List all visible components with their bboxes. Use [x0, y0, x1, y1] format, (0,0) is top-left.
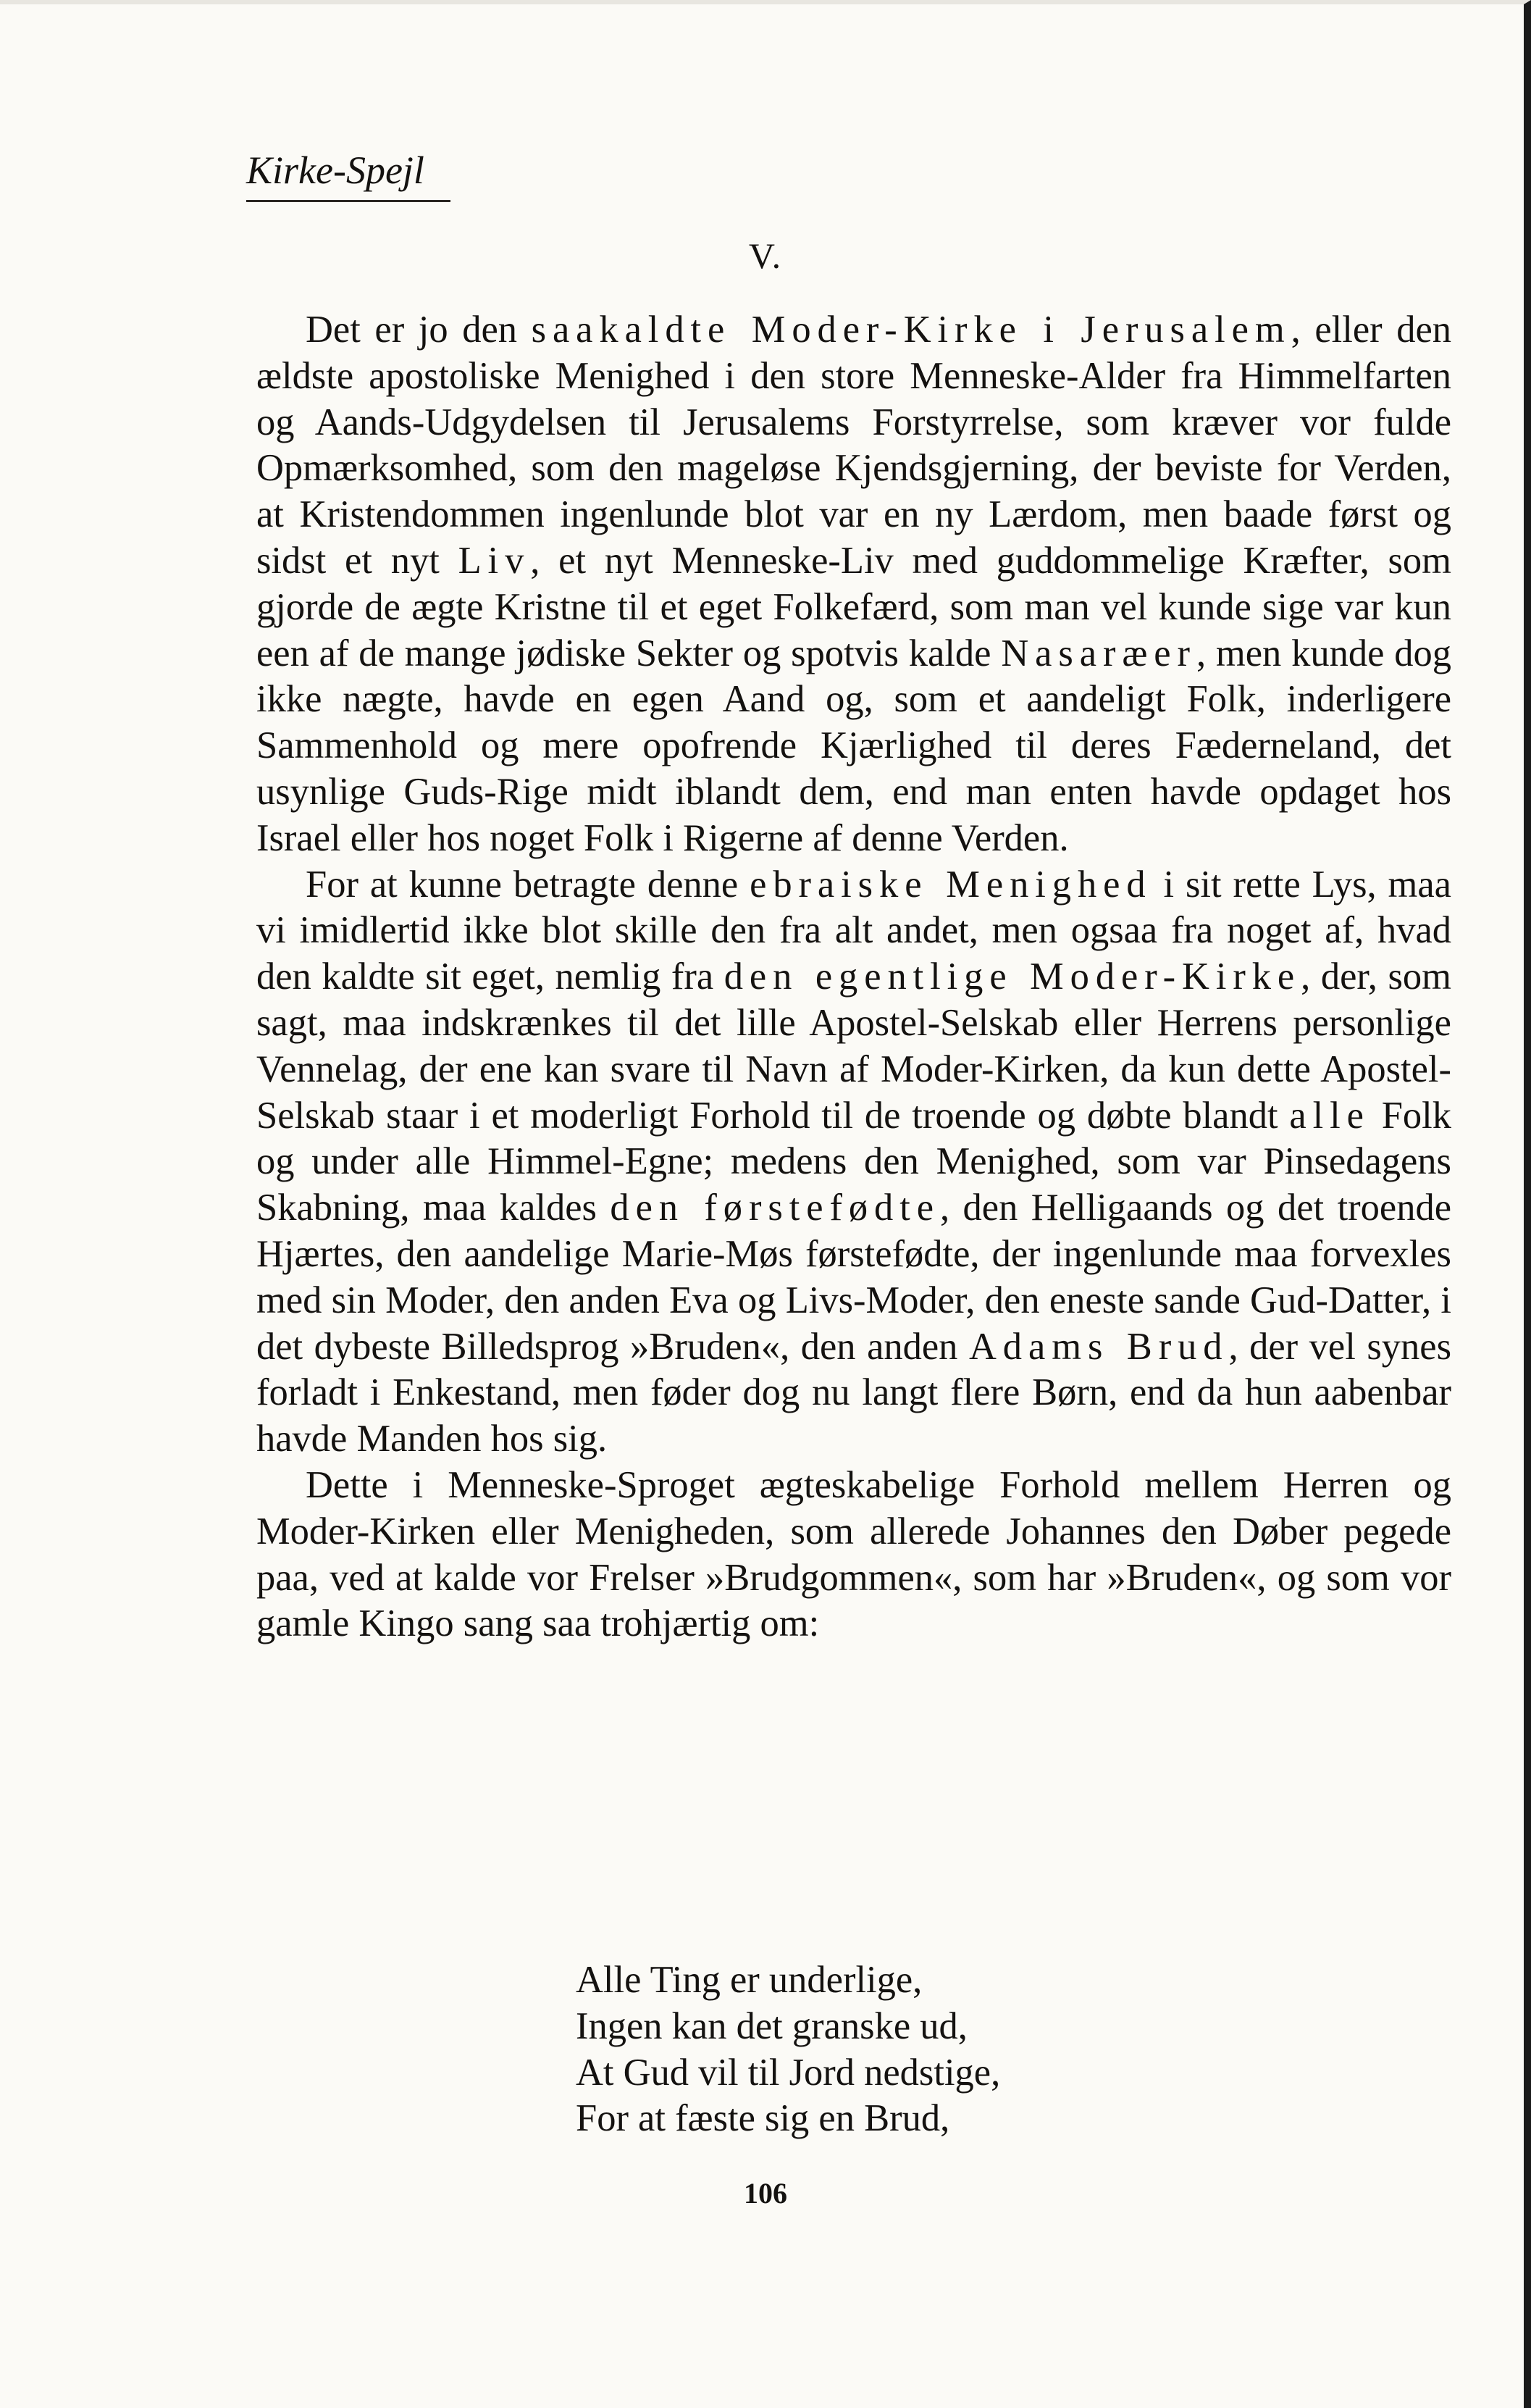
- spaced-emphasis: saakaldte Moder-Kirke i Jerusalem: [531, 309, 1291, 351]
- poem-line: At Gud vil til Jord nedstige,: [576, 2051, 1001, 2094]
- page-number: 106: [744, 2177, 787, 2210]
- text-run: , eller den ældste apostoliske Menighed i den store Menneske-Alder fra Himmelfarten og Aands-Udgydelsen til Jerusalems Forstyrrelse, som kræver vor fulde Opmærksomhed, som den mageløse Kjendsgjerning, der beviste for Verden, at Kristendommen ingenlunde blot var en ny Lærdom, men baade først og sidst et nyt: [256, 309, 1452, 582]
- spaced-emphasis: Adams Brud: [968, 1325, 1229, 1368]
- text-run: , der, som sagt, maa indskrænkes til det lille Apostel-Selskab eller Herrens personlige Vennelag, der ene kan svare til Navn af Moder-Kirken, da kun dette Apostel-Selskab staar i et moderligt Forhold til de troende og døbte blandt: [256, 956, 1452, 1137]
- text-run: , et nyt Menneske-Liv med guddommelige Kræfter, som gjorde de ægte Kristne til et eget Folkefærd, som man vel kunde sige var kun een af de mange jødiske Sekter og spotvis kalde: [256, 539, 1451, 674]
- text-run: i sit rette Lys, maa vi imidlertid ikke blot skille den fra alt andet, men ogsaa fra noget af, hvad den kaldte sit eget, nemlig fra: [256, 863, 1451, 998]
- text-run: For at kunne betragte denne: [306, 863, 750, 906]
- spaced-emphasis: ebraiske Menighed: [750, 863, 1152, 906]
- text-run: , den Helligaands og det troende Hjærtes, den aandelige Marie-Møs førstefødte, der ingenlunde maa forvexles med sin Moder, den anden Eva og Livs-Moder, den eneste sande Gud-Datter, i det dybeste Billedsprog »Bruden«, den anden: [256, 1187, 1451, 1368]
- poem-line: For at fæste sig en Brud,: [576, 2097, 950, 2140]
- running-head: Kirke-Spejl: [246, 148, 450, 202]
- spaced-emphasis: den egentlige Moder-Kirke: [723, 956, 1301, 998]
- poem-line: Ingen kan det granske ud,: [576, 2004, 968, 2047]
- text-run: Folk og under alle Himmel-Egne; medens den Menighed, som var Pinsedagens Skabning, maa kaldes: [256, 1094, 1451, 1229]
- poem-quote: [576, 1957, 1000, 2142]
- poem-line: Alle Ting er underlige,: [576, 1959, 923, 2001]
- text-run: Dette i Menneske-Sproget ægteskabelige Forhold mellem Herren og Moder-Kirken eller Menigheden, som allerede Johannes den Døber pegede paa, ved at kalde vor Frelser »Brudgommen«, som har »Bruden«, og som vor gamle Kingo sang saa trohjærtig om:: [256, 1463, 1451, 1645]
- spaced-emphasis: Liv: [458, 539, 531, 582]
- text-run: , der vel synes forladt i Enkestand, men føder dog nu langt flere Børn, end da hun aabenbar havde Manden hos sig.: [256, 1325, 1452, 1460]
- chapter-numeral: V.: [748, 235, 783, 276]
- paragraph: [256, 862, 1451, 1463]
- text-run: , men kunde dog ikke nægte, havde en egen Aand og, som et aandeligt Folk, inderligere Sammenhold og mere opofrende Kjærlighed til deres Fæderneland, det usynlige Guds-Rige midt iblandt dem, end man enten havde opdaget hos Israel eller hos noget Folk i Rigerne af denne Verden.: [256, 632, 1451, 859]
- body-text: [256, 307, 1451, 1647]
- spaced-emphasis: den førstefødte: [610, 1187, 940, 1229]
- spaced-emphasis: alle: [1289, 1094, 1370, 1137]
- text-run: Det er jo den: [306, 309, 532, 351]
- spaced-emphasis: Nasaræer: [1001, 632, 1196, 674]
- paragraph: [256, 307, 1451, 862]
- paragraph: [256, 1463, 1451, 1647]
